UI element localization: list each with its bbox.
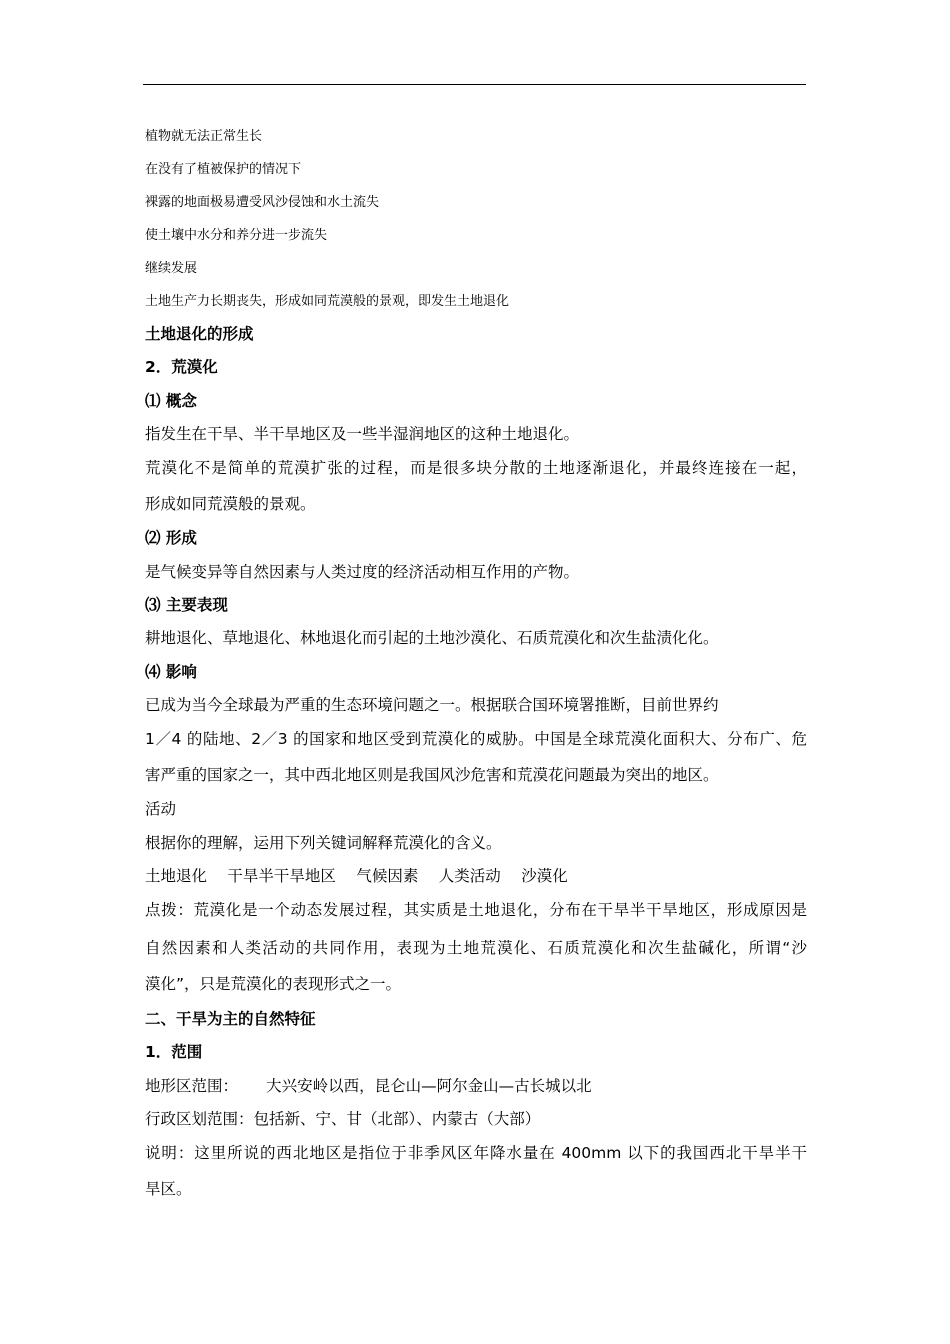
paragraph-line: 1／4 的陆地、2／3 的国家和地区受到荒漠化的威胁。中国是全球荒漠化面积大、分布广、危 [145,730,807,748]
paragraph-line: 旱区。 [145,1180,192,1198]
paragraph-line: 指发生在干旱、半干旱地区及一些半湿润地区的这种土地退化。 [145,425,580,443]
paragraph-line: 已成为当今全球最为严重的生态环境问题之一。根据联合国环境署推断，目前世界约 [145,696,719,714]
section-heading: 2．荒漠化 [145,358,218,376]
paragraph-line: 根据你的理解，运用下列关键词解释荒漠化的含义。 [145,834,502,852]
text-line: 在没有了植被保护的情况下 [145,162,302,177]
paragraph-line: 耕地退化、草地退化、林地退化而引起的土地沙漠化、石质荒漠化和次生盐渍化化。 [145,629,719,647]
subsection-heading: ⑷ 影响 [145,663,197,681]
paragraph-line: 地形区范围： 大兴安岭以西，昆仑山—阿尔金山—古长城以北 [145,1077,592,1095]
text-line: 使土壤中水分和养分进一步流失 [145,228,328,243]
keyword-line: 土地退化 干旱半干旱地区 气候因素 人类活动 沙漠化 [145,867,568,885]
subsection-heading: ⑴ 概念 [145,392,197,410]
section-heading: 土地退化的形成 [145,325,254,343]
paragraph-line: 说明：这里所说的西北地区是指位于非季风区年降水量在 400mm 以下的我国西北干旱半干 [145,1144,807,1162]
paragraph-line: 点拨：荒漠化是一个动态发展过程，其实质是土地退化，分布在干旱半干旱地区，形成原因是 [145,901,807,919]
paragraph-line: 形成如同荒漠般的景观。 [145,495,316,513]
subsection-heading: ⑵ 形成 [145,529,197,547]
text-line: 植物就无法正常生长 [145,129,263,144]
section-heading: 二、干旱为主的自然特征 [145,1010,316,1028]
paragraph-line: 害严重的国家之一，其中西北地区则是我国风沙危害和荒漠花问题最为突出的地区。 [145,766,719,784]
paragraph-line: 漠化”，只是荒漠化的表现形式之一。 [145,975,402,993]
text-line: 土地生产力长期丧失，形成如同荒漠般的景观，即发生土地退化 [145,294,510,309]
paragraph-line: 自然因素和人类活动的共同作用，表现为土地荒漠化、石质荒漠化和次生盐碱化，所谓“沙 [145,939,807,957]
text-line: 继续发展 [145,261,198,276]
paragraph-line: 行政区划范围：包括新、宁、甘（北部）、内蒙古（大部） [145,1110,541,1128]
paragraph-line: 是气候变异等自然因素与人类过度的经济活动相互作用的产物。 [145,563,580,581]
paragraph-line: 活动 [145,800,177,818]
paragraph-line: 荒漠化不是简单的荒漠扩张的过程，而是很多块分散的土地逐渐退化，并最终连接在一起， [145,459,807,477]
text-line: 裸露的地面极易遭受风沙侵蚀和水土流失 [145,195,380,210]
subsection-heading: 1．范围 [145,1043,203,1061]
header-rule [143,84,806,85]
subsection-heading: ⑶ 主要表现 [145,596,228,614]
